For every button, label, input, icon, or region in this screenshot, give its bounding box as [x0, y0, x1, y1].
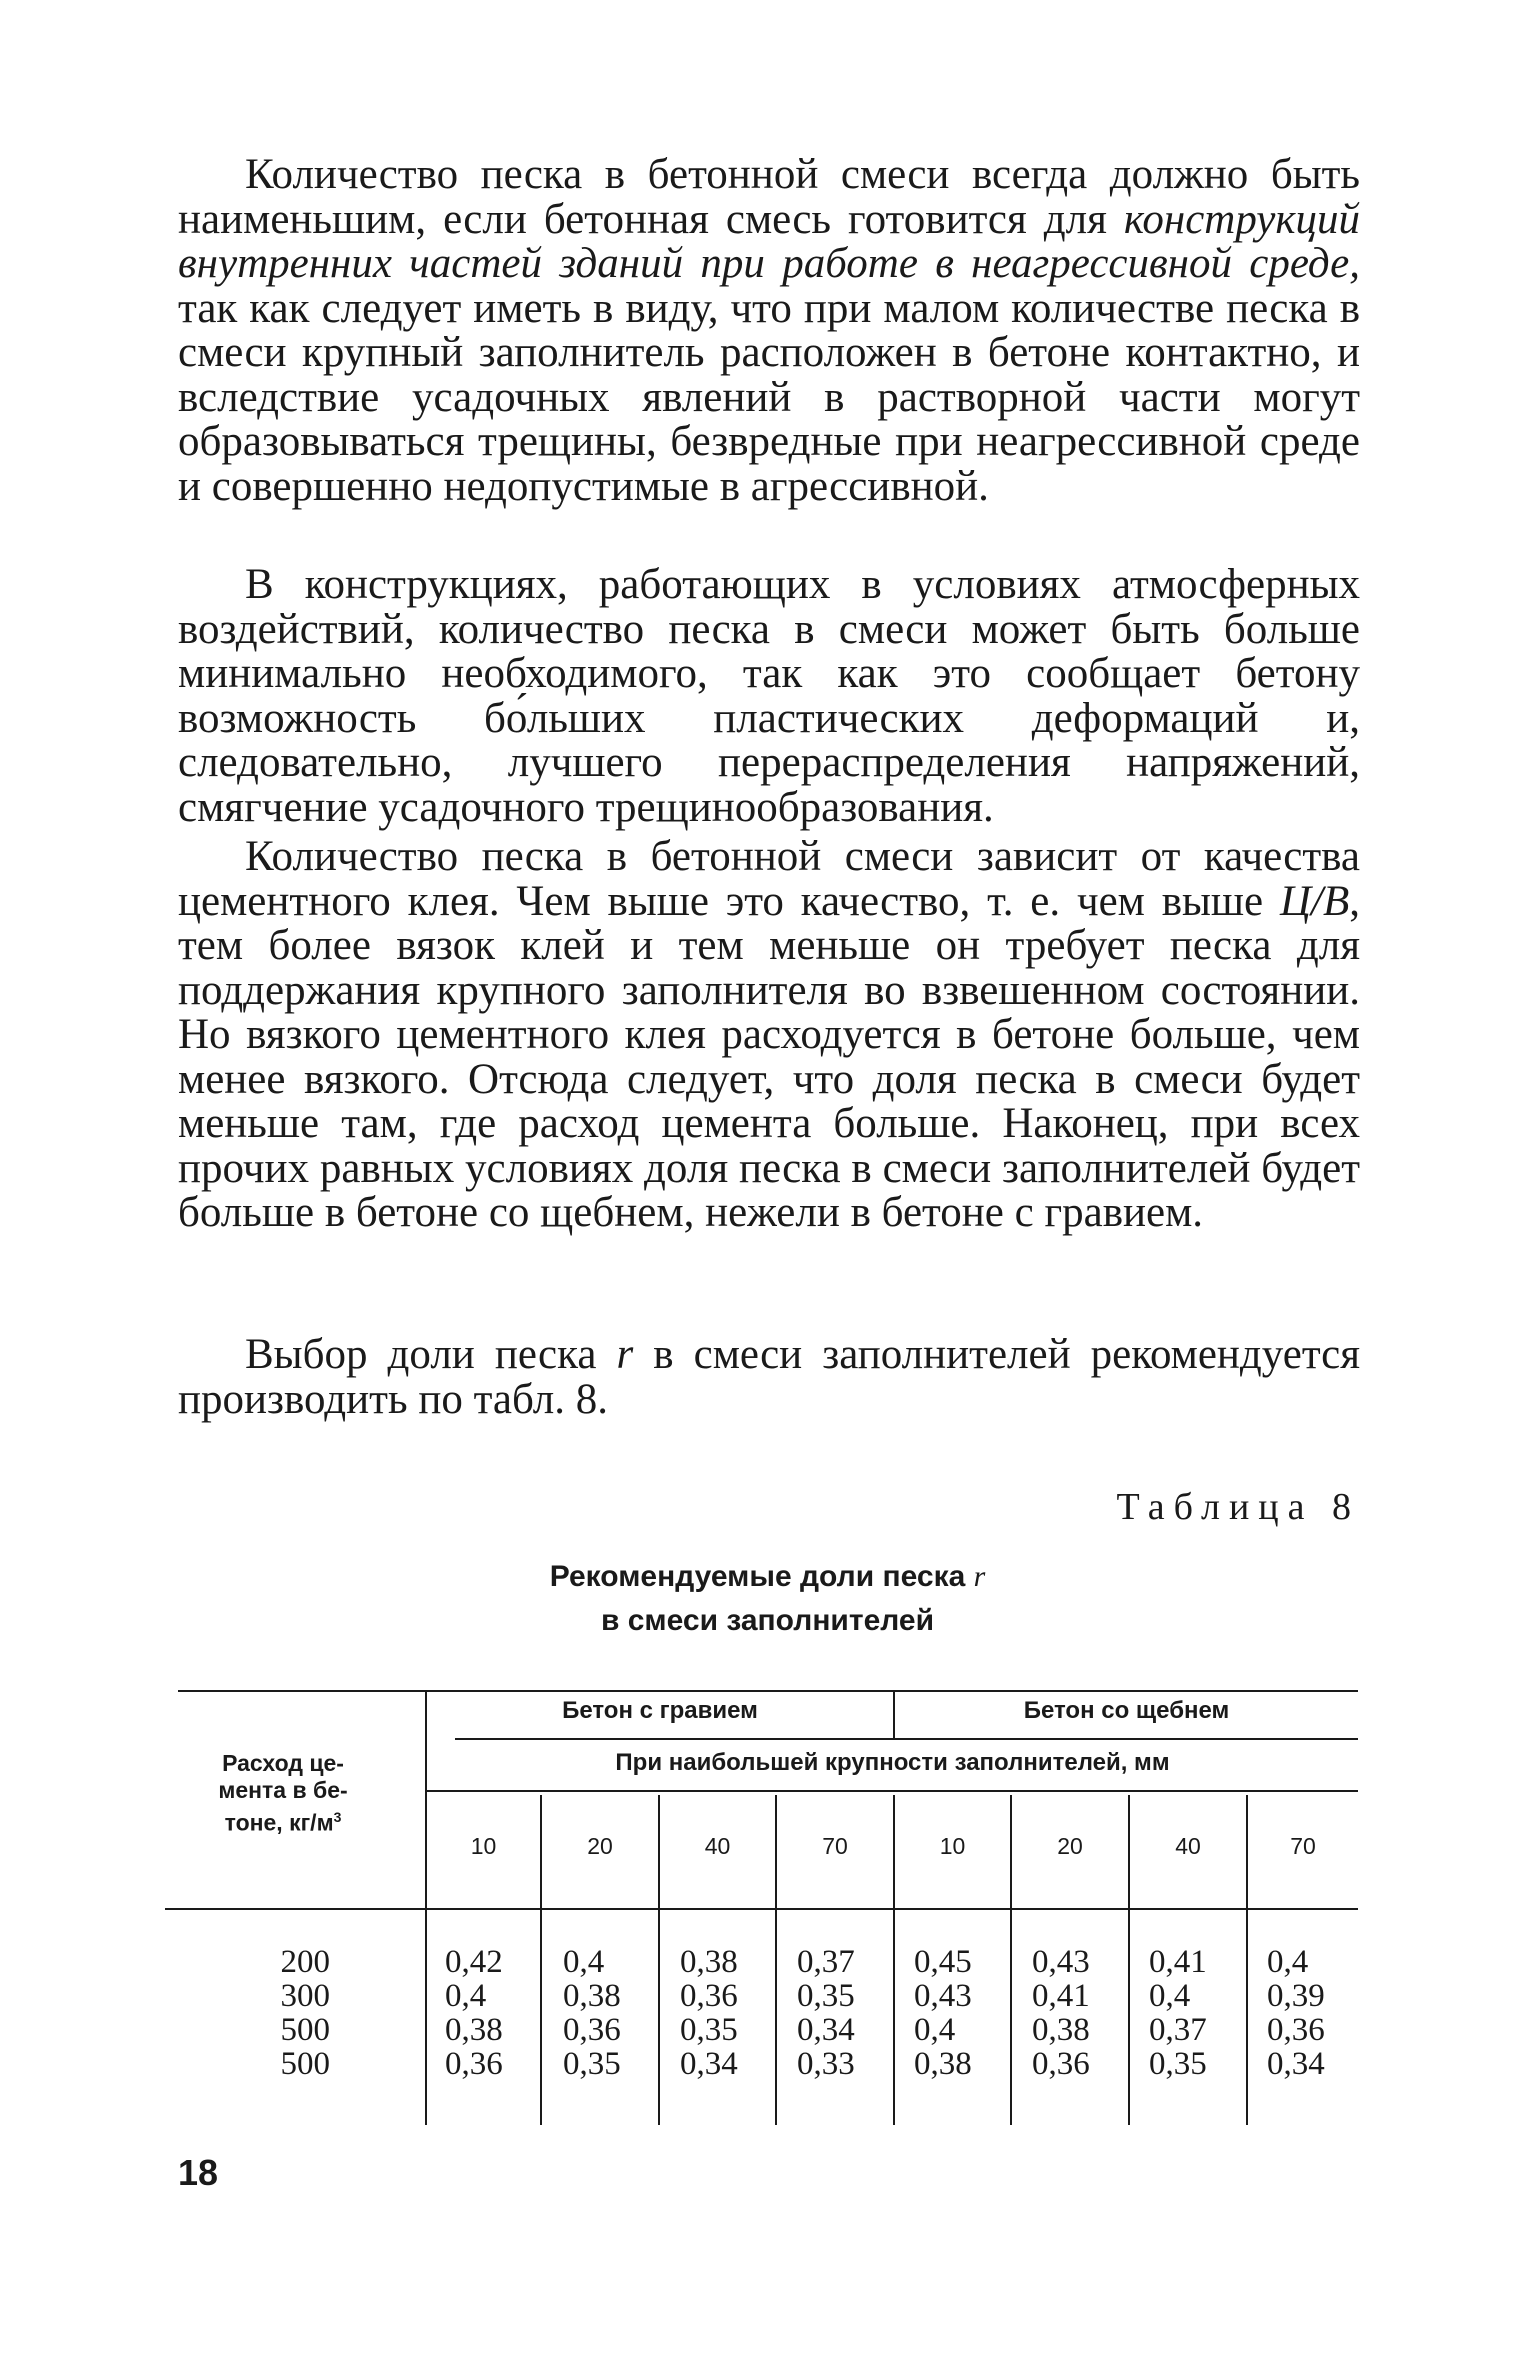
subheader-max-size: При наибольшей крупности заполнителей, мм: [615, 1749, 1170, 1776]
paragraph-4-italic: r: [616, 1331, 634, 1378]
paragraph-4-text-a: Выбор доли песка: [245, 1331, 617, 1378]
table-column-values: 0,37 0,35 0,34 0,33: [797, 1944, 855, 2082]
table-title-text: Рекомендуемые доли песка: [549, 1560, 974, 1593]
table-column-values: 0,42 0,4 0,38 0,36: [445, 1944, 503, 2082]
table-column-values: 0,4 0,38 0,36 0,35: [563, 1944, 621, 2082]
table-top-rule: [178, 1690, 1358, 1692]
paragraph-1-text-a: Количество песка в бетонной смеси всегда должно быть наименьшим, если бетонная смесь готовится для: [178, 151, 1360, 243]
paragraph-3: [178, 835, 1360, 1236]
paragraph-4-text-b: в смеси заполнителей рекомендуется производить по табл. 8.: [178, 1331, 1361, 1423]
row-header-line-3: тоне, кг/м: [224, 1809, 334, 1836]
group-header-gravel: Бетон с гравием: [562, 1697, 758, 1724]
table-column-values: 0,41 0,4 0,37 0,35: [1149, 1944, 1207, 2082]
table-column-values: 0,43 0,41 0,38 0,36: [1032, 1944, 1090, 2082]
table-label: Таблица 8: [1116, 1486, 1360, 1528]
paragraph-1: [178, 153, 1360, 509]
paragraph-1-text-b: так как следует иметь в виду, что при малом количестве песка в смеси крупный заполнитель расположен в бетоне контактно, и вследствие усадочных явлений в растворной части могут образовываться трещины, безвредные при неагрессивной среде и совершенно недопустимые в агрессивной.: [178, 284, 1360, 510]
size-column-header: 70: [822, 1833, 848, 1859]
size-column-header: 10: [939, 1833, 966, 1859]
size-column-header: 20: [1057, 1833, 1083, 1859]
table-title-variable: r: [973, 1560, 986, 1593]
row-header-superscript: 3: [333, 1809, 342, 1825]
table-title: [0, 1555, 1535, 1643]
paragraph-3-text-b: , тем более вязок клей и тем меньше он требует песка для поддержания крупного заполнителя во взвешенном состоянии. Но вязкого цементного клея расходуется в бетоне больше, чем менее вязкого. Отсюда следует, что доля песка в смеси будет меньше там, где расход цемента больше. Наконец, при всех прочих равных условиях доля песка в смеси заполнителей будет больше в бетоне со щебнем, нежели в бетоне с гравием.: [178, 877, 1360, 1236]
paragraph-3-italic: Ц/В: [1279, 877, 1350, 925]
row-header-cement-consumption: [178, 1750, 388, 1837]
table-title-line-2: в смеси заполнителей: [600, 1604, 935, 1637]
header-bottom-rule: [165, 1908, 1358, 1910]
size-column-header: 20: [587, 1833, 613, 1859]
size-column-header: 10: [470, 1833, 497, 1859]
paragraph-2: В конструкциях, работающих в условиях атмосферных воздействий, количество песка в смеси может быть больше минимально необходимого, так как это сообщает бетону возможность бо́льших пластических деформаций и, следовательно, лучшего перераспределения напряжений, смягчение усадочного трещинообразования.: [178, 561, 1360, 831]
group-header-rule: [455, 1738, 1358, 1740]
size-column-header: 70: [1290, 1833, 1316, 1859]
table-title-line-1: [0, 1555, 1535, 1599]
cement-consumption-values: 200 300 500 500: [280, 1944, 330, 2082]
paragraph-4: [178, 1333, 1360, 1422]
row-header-line-1: Расход це-: [222, 1750, 344, 1776]
table-column-values: 0,38 0,36 0,35 0,34: [680, 1944, 738, 2082]
group-header-crushed-stone: Бетон со щебнем: [1023, 1697, 1230, 1724]
page-number: 18: [178, 2152, 219, 2193]
table-column-values: 0,4 0,39 0,36 0,34: [1267, 1944, 1325, 2082]
table-column-values: 0,45 0,43 0,4 0,38: [914, 1944, 972, 2082]
size-column-header: 40: [1175, 1833, 1201, 1859]
size-column-header: 40: [704, 1833, 731, 1859]
subheader-rule: [425, 1790, 1358, 1792]
row-header-line-2: мента в бе-: [218, 1777, 348, 1803]
paragraph-3-text-a: Количество песка в бетонной смеси зависит от качества цементного клея. Чем выше это качество, т. е. чем выше: [178, 833, 1360, 925]
paragraph-1-italic: конструкций внутренних частей зданий при работе в неагрессивной среде,: [178, 195, 1360, 287]
